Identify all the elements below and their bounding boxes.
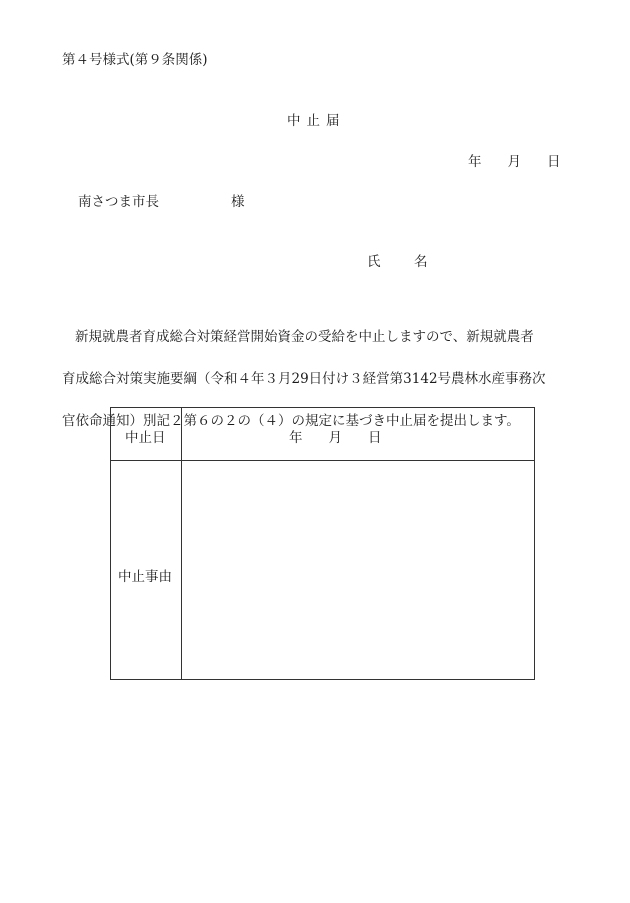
stop-date-day-label: 日 xyxy=(368,430,382,446)
stop-date-field[interactable] xyxy=(289,426,382,446)
applicant-name-label: 氏 名 xyxy=(367,254,438,270)
body-line: 新規就農者育成総合対策経営開始資金の受給を中止しますので、新規就農者 xyxy=(75,329,534,345)
submission-date xyxy=(468,150,561,170)
form-number: 第４号様式(第９条関係) xyxy=(62,52,208,68)
stop-date-label: 中止日 xyxy=(125,430,166,446)
stop-details-table xyxy=(110,407,535,680)
addressee-line xyxy=(78,190,245,210)
date-year-label: 年 xyxy=(468,154,482,170)
stop-reason-label: 中止事由 xyxy=(118,569,172,585)
addressee-suffix: 様 xyxy=(231,194,245,210)
stop-date-year-label: 年 xyxy=(289,430,303,446)
table-divider-vertical xyxy=(181,408,182,679)
stop-date-month-label: 月 xyxy=(328,430,342,446)
body-line: 官依命通知）別記２第６の２の（４）の規定に基づき中止届を提出します。 xyxy=(62,413,520,429)
body-line: 育成総合対策実施要綱（令和４年３月29日付け３経営第3142号農林水産事務次 xyxy=(62,371,546,387)
stop-reason-field[interactable] xyxy=(193,472,522,667)
date-month-label: 月 xyxy=(507,154,521,170)
table-divider-horizontal xyxy=(111,460,534,461)
addressee: 南さつま市長 xyxy=(78,194,159,210)
document-title: 中止届 xyxy=(287,113,346,129)
date-day-label: 日 xyxy=(547,154,561,170)
